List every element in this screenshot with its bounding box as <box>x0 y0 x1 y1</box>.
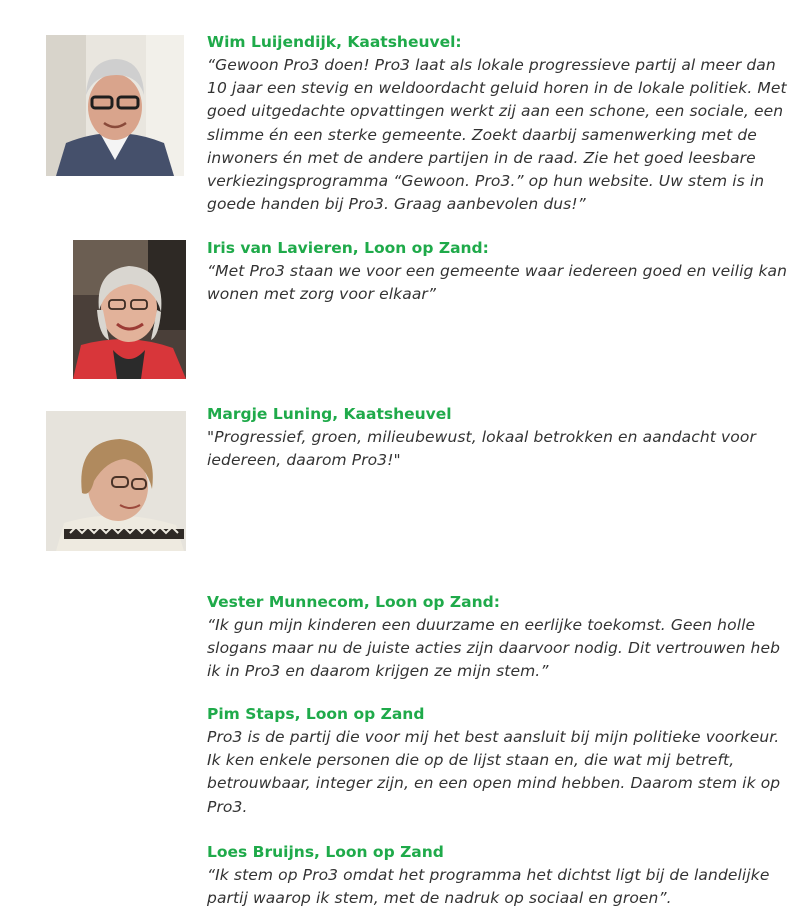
photo-margje-luning <box>46 411 186 551</box>
testimonial-quote: “Gewoon Pro3 doen! Pro3 laat als lokale progressieve partij al meer dan 10 jaar een stevig en weldoordacht geluid horen in de lokale politiek. Met goed uitgedachte opvattingen werkt zij aan een schone, een sociale, een slimme én een sterke gemeente. Zoekt daarbij samenwerking met de inwoners én met de andere partijen in de raad. Zie het goed leesbare verkiezingsprogramma “Gewoon. Pro3.” op hun website. Uw stem is in goede handen bij Pro3. Graag aanbevolen dus!” <box>207 56 787 214</box>
testimonial-vester-munnecom <box>207 591 797 684</box>
testimonial-pim-staps <box>207 703 797 819</box>
testimonial-quote: “Met Pro3 staan we voor een gemeente waar iedereen goed en veilig kan wonen met zorg voor elkaar” <box>207 262 788 304</box>
photo-wim-luijendijk <box>46 35 184 176</box>
testimonial-iris-van-lavieren <box>207 237 797 306</box>
testimonial-quote: “Ik stem op Pro3 omdat het programma het dichtst ligt bij de landelijke partij waarop ik stem, met de nadruk op sociaal en groen”. <box>207 866 770 908</box>
testimonial-quote: “Ik gun mijn kinderen een duurzame en eerlijke toekomst. Geen holle slogans maar nu de juiste acties zijn daarvoor nodig. Dit vertrouwen heb ik in Pro3 en daarom krijgen ze mijn stem.” <box>207 616 781 681</box>
testimonial-loes-bruijns <box>207 841 797 910</box>
photo-iris-van-lavieren <box>73 240 186 379</box>
testimonial-name: Iris van Lavieren, Loon op Zand: <box>207 239 489 257</box>
testimonial-quote: Pro3 is de partij die voor mij het best aansluit bij mijn politieke voorkeur. Ik ken enkele personen die op de lijst staan en, die wat mij betreft, betrouwbaar, integer zijn, en een open mind hebben. Daarom stem ik op Pro3. <box>207 728 781 816</box>
testimonial-name: Wim Luijendijk, Kaatsheuvel: <box>207 33 462 51</box>
testimonial-quote: "Progressief, groen, milieubewust, lokaal betrokken en aandacht voor iedereen, daarom Pro3!" <box>207 428 756 470</box>
testimonial-name: Margje Luning, Kaatsheuvel <box>207 405 452 423</box>
testimonial-name: Vester Munnecom, Loon op Zand: <box>207 593 500 611</box>
testimonial-margje-luning <box>207 403 797 472</box>
testimonial-name: Pim Staps, Loon op Zand <box>207 705 425 723</box>
testimonial-wim-luijendijk <box>207 31 797 216</box>
testimonial-name: Loes Bruijns, Loon op Zand <box>207 843 444 861</box>
